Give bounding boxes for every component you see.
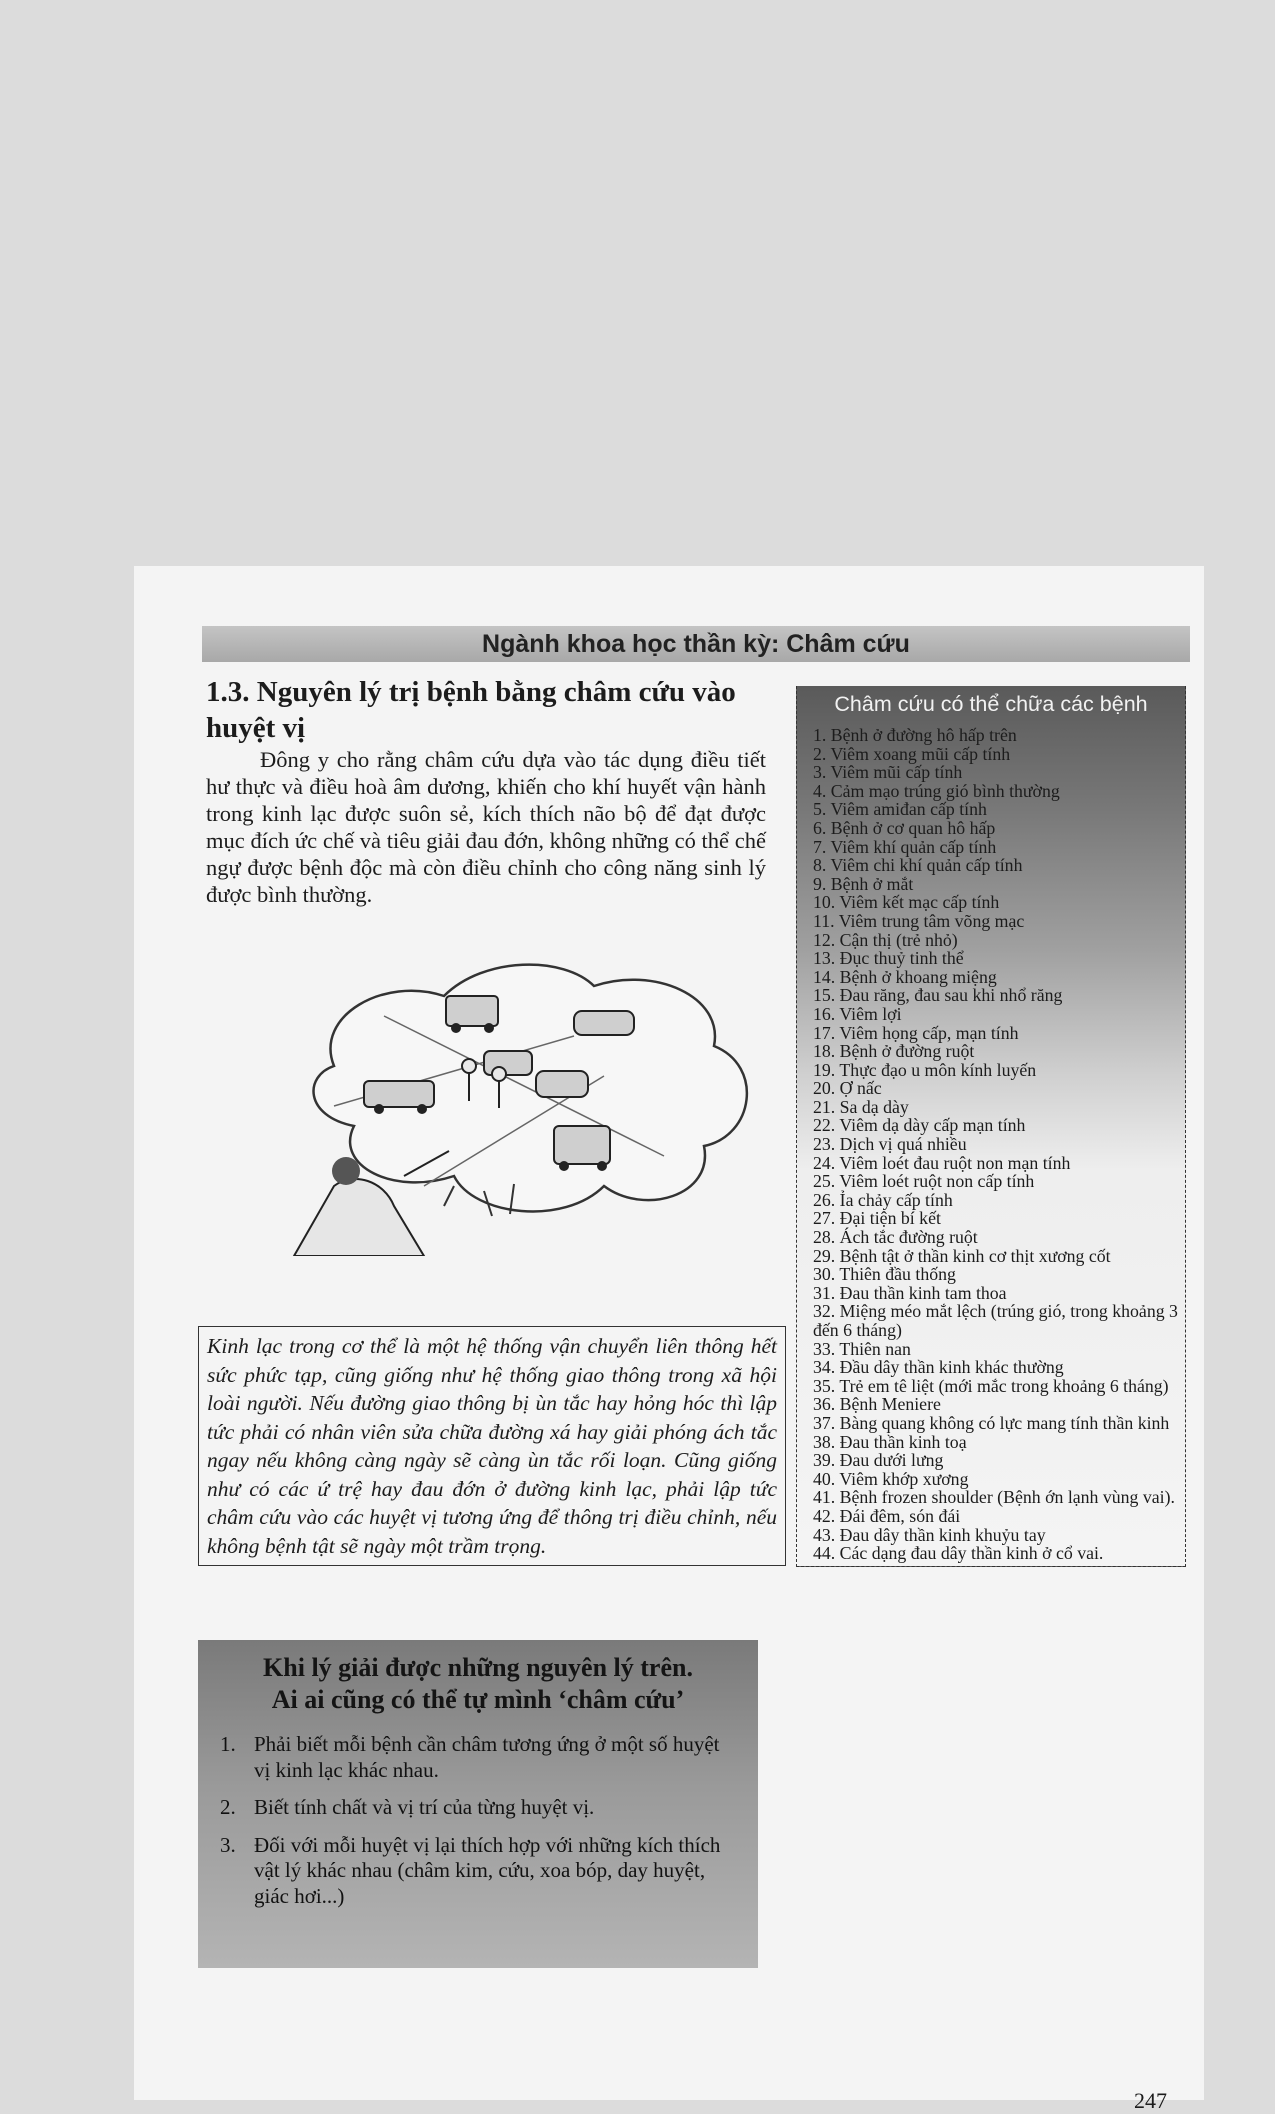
disease-item: 7. Viêm khí quản cấp tính	[813, 836, 997, 857]
chapter-header	[202, 626, 1190, 662]
disease-item: 12. Cận thị (trẻ nhỏ)	[813, 929, 958, 950]
disease-list	[813, 726, 1181, 1563]
traffic-jam-illustration	[274, 956, 774, 1256]
disease-item: 6. Bệnh ở cơ quan hô hấp	[813, 817, 996, 838]
disease-item: 39. Đau dưới lưng	[813, 1450, 944, 1471]
disease-item: 15. Đau răng, đau sau khi nhổ răng	[813, 985, 1063, 1006]
disease-item: 28. Ách tắc đường ruột	[813, 1227, 978, 1248]
disease-item: 25. Viêm loét ruột non cấp tính	[813, 1171, 1035, 1192]
disease-item: 2. Viêm xoang mũi cấp tính	[813, 743, 1011, 764]
disease-item: 41. Bệnh frozen shoulder (Bệnh ớn lạnh vùng vai).	[813, 1487, 1175, 1508]
tip-item-number: 1.	[220, 1732, 236, 1756]
disease-item: 14. Bệnh ở khoang miệng	[813, 966, 997, 987]
disease-item: 29. Bệnh tật ở thần kinh cơ thịt xương cốt	[813, 1245, 1111, 1266]
tip-item-number: 2.	[220, 1795, 236, 1819]
disease-item: 27. Đại tiện bí kết	[813, 1208, 941, 1229]
disease-item: 18. Bệnh ở đường ruột	[813, 1041, 975, 1062]
disease-item: 38. Đau thần kinh toạ	[813, 1431, 967, 1452]
disease-item: 10. Viêm kết mạc cấp tính	[813, 892, 1000, 913]
tip-item	[220, 1732, 740, 1783]
document-page	[134, 566, 1204, 2113]
intro-paragraph: Đông y cho rằng châm cứu dựa vào tác dụng điều tiết hư thực và điều hoà âm dương, khiến cho khí huyết vận hành trong kinh lạc được suôn sẻ, kích thích não bộ để đạt được mục đích ức chế và tiêu giải đau đớn, không những có thể chế ngự được bệnh độc mà còn điều chỉnh cho công năng sinh lý được bình thường.	[206, 747, 766, 907]
disease-item: 17. Viêm họng cấp, mạn tính	[813, 1022, 1019, 1043]
disease-item: 20. Ợ nấc	[813, 1078, 882, 1099]
disease-item: 30. Thiên đầu thống	[813, 1264, 956, 1285]
tip-item-text: Phải biết mỗi bệnh cần châm tương ứng ở một số huyệt vị kinh lạc khác nhau.	[254, 1732, 720, 1782]
tip-item-text: Biết tính chất và vị trí của từng huyệt vị.	[254, 1795, 595, 1819]
tip-item-text: Đối với mỗi huyệt vị lại thích hợp với những kích thích vật lý khác nhau (châm kim, cứu, xoa bóp, day huyệt, giác hơi...)	[254, 1832, 721, 1908]
tip-box	[198, 1640, 758, 1968]
disease-item: 43. Đau dây thần kinh khuỷu tay	[813, 1524, 1046, 1545]
disease-item: 40. Viêm khớp xương	[813, 1468, 969, 1489]
disease-item: 44. Các dạng đau dây thần kinh ở cổ vai.	[813, 1543, 1104, 1564]
disease-list-title: Châm cứu có thể chữa các bệnh	[834, 692, 1148, 716]
disease-item: 23. Dịch vị quá nhiều	[813, 1134, 967, 1155]
disease-item: 42. Đái đêm, són đái	[813, 1505, 961, 1526]
disease-item: 5. Viêm amiđan cấp tính	[813, 799, 987, 820]
disease-list-box	[796, 686, 1186, 1567]
disease-item: 36. Bệnh Meniere	[813, 1394, 941, 1415]
page-number: 247	[1134, 2088, 1167, 2113]
disease-item: 33. Thiên nan	[813, 1338, 911, 1359]
analogy-caption-box: Kinh lạc trong cơ thể là một hệ thống vận chuyển liên thông hết sức phức tạp, cũng giống như hệ thống giao thông trong xã hội loài người. Nếu đường giao thông bị ùn tắc hay hỏng hóc thì lập tức phải có nhân viên sửa chữa đường xá hay giải phóng ách tắc ngay nếu không càng ngày sẽ càng ùn tắc rối loạn. Cũng giống như có các ứ trệ hay đau đớn ở đường kinh lạc, phải lập tức châm cứu vào các huyệt vị tương ứng để thông trị điều chỉnh, nếu không bệnh tật sẽ ngày một trầm trọng.	[198, 1326, 786, 1566]
tip-item	[220, 1833, 740, 1910]
tip-heading-line-2: Ai ai cũng có thể tự mình ‘châm cứu’	[271, 1685, 685, 1714]
disease-item: 35. Trẻ em tê liệt (mới mắc trong khoảng 6 tháng)	[813, 1375, 1169, 1396]
disease-item: 16. Viêm lợi	[813, 1003, 902, 1024]
disease-item: 31. Đau thần kinh tam thoa	[813, 1282, 1007, 1303]
tip-heading	[198, 1652, 758, 1716]
disease-item: 24. Viêm loét đau ruột non mạn tính	[813, 1152, 1071, 1173]
disease-item: 22. Viêm dạ dày cấp mạn tính	[813, 1115, 1026, 1136]
tip-item	[220, 1795, 740, 1821]
disease-item: 3. Viêm mũi cấp tính	[813, 762, 963, 783]
disease-item: 26. Ỉa chảy cấp tính	[813, 1189, 953, 1210]
disease-item: 37. Bàng quang không có lực mang tính thần kinh	[813, 1412, 1170, 1433]
disease-item: 4. Cảm mạo trúng gió bình thường	[813, 780, 1060, 801]
disease-item: 1. Bệnh ở đường hô hấp trên	[813, 725, 1017, 745]
disease-item: 32. Miệng méo mắt lệch (trúng gió, trong khoảng 3 đến 6 tháng)	[813, 1301, 1178, 1340]
disease-item: 34. Đầu dây thần kinh khác thường	[813, 1357, 1064, 1378]
disease-item: 9. Bệnh ở mắt	[813, 873, 914, 894]
disease-item: 19. Thực đạo u môn kính luyến	[813, 1059, 1037, 1080]
disease-item: 13. Đục thuỷ tinh thể	[813, 948, 964, 969]
tip-item-number: 3.	[220, 1832, 236, 1857]
tip-heading-line-1: Khi lý giải được những nguyên lý trên.	[263, 1653, 693, 1682]
section-heading: 1.3. Nguyên lý trị bệnh bằng châm cứu vào huyệt vị	[206, 676, 736, 744]
disease-item: 21. Sa dạ dày	[813, 1096, 909, 1117]
disease-item: 11. Viêm trung tâm võng mạc	[813, 910, 1025, 931]
tip-list	[220, 1732, 740, 1921]
disease-item: 8. Viêm chi khí quản cấp tính	[813, 855, 1023, 876]
chapter-title: Ngành khoa học thần kỳ: Châm cứu	[482, 630, 910, 658]
